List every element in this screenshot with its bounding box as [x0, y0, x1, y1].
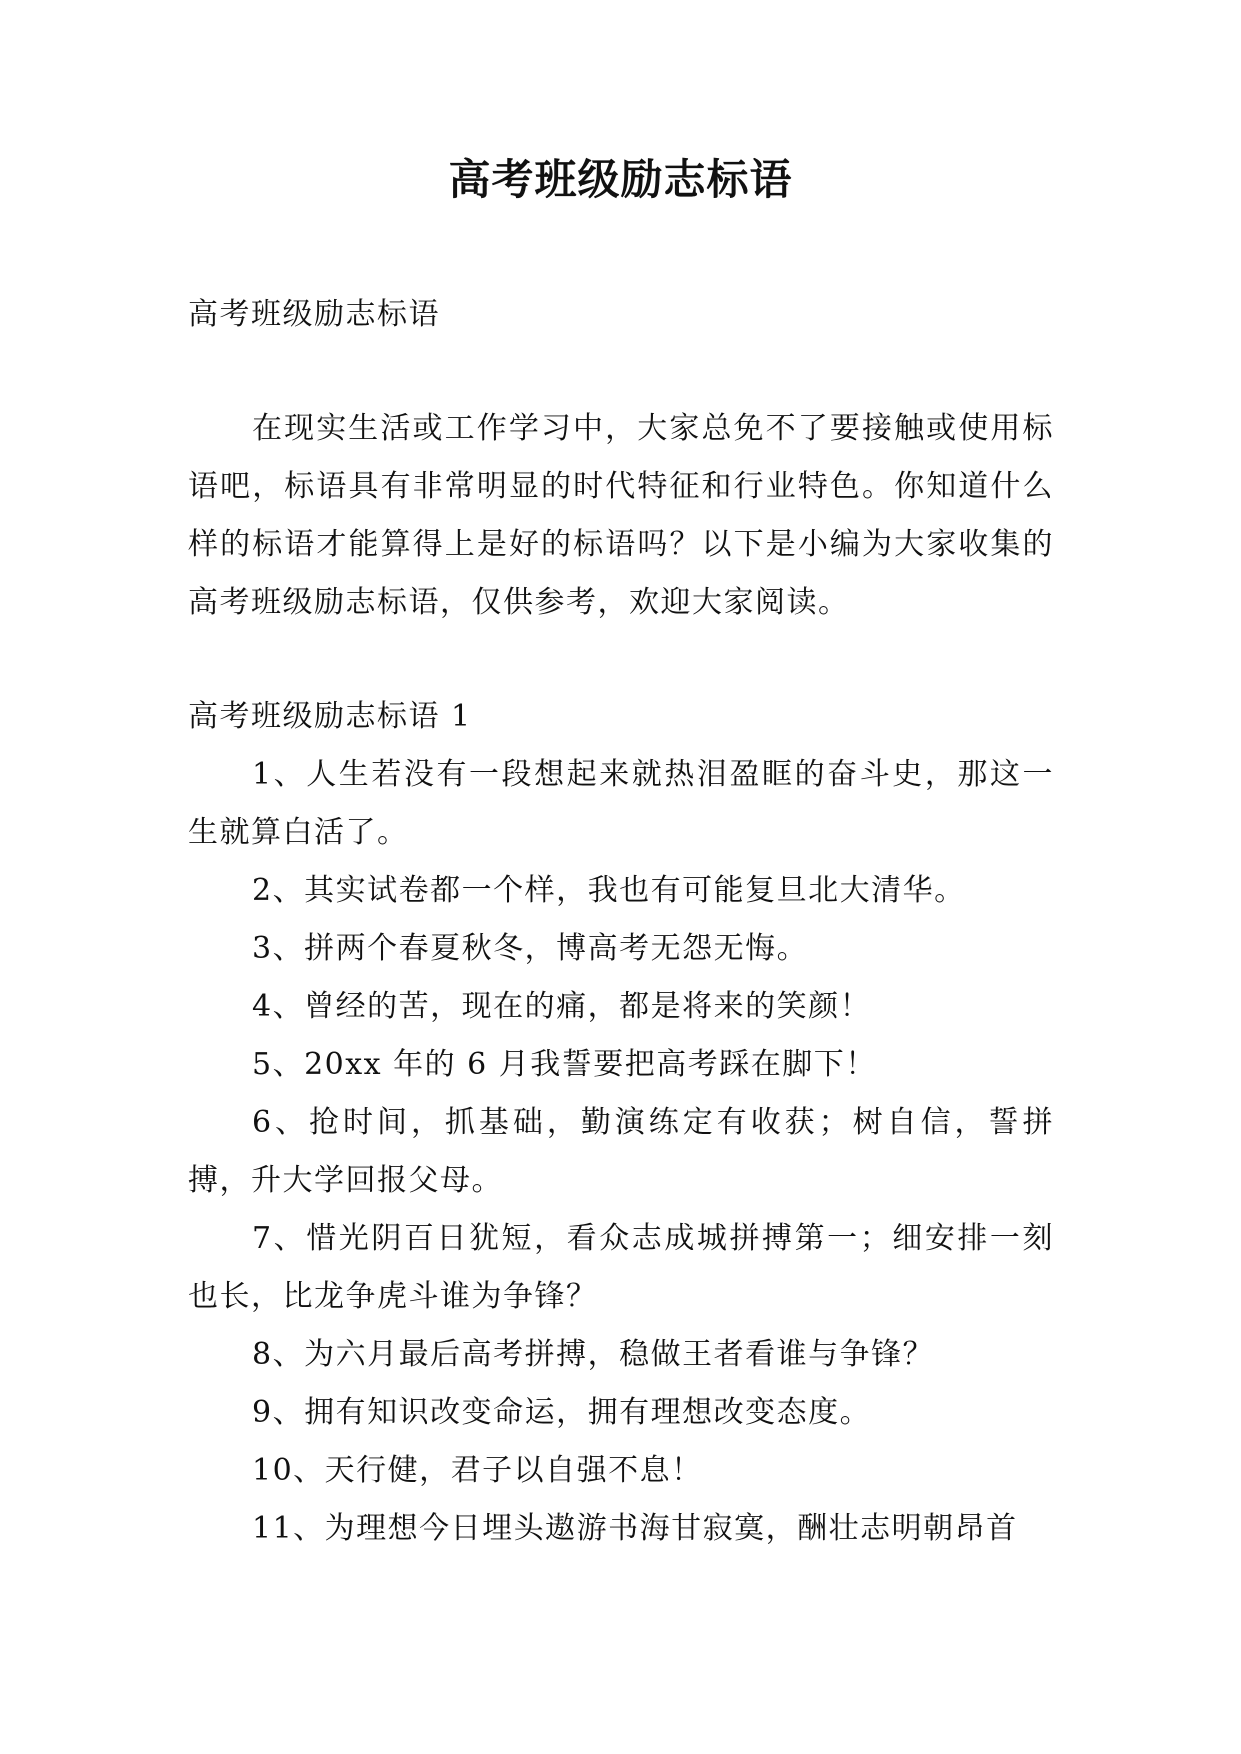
slogan-item: 11、为理想今日埋头遨游书海甘寂寞，酬壮志明朝昂首	[252, 1511, 1018, 1546]
document-title: 高考班级励志标语	[448, 155, 793, 204]
slogan-item: 5、20xx 年的 6 月我誓要把高考踩在脚下！	[252, 1047, 877, 1082]
slogan-item: 4、曾经的苦，现在的痛，都是将来的笑颜！	[252, 989, 872, 1024]
slogan-item: 6、抢时间，抓基础，勤演练定有收获；树自信，誓拼搏，升大学回报父母。	[188, 1105, 1054, 1198]
slogan-list	[188, 746, 1054, 1558]
document-subtitle: 高考班级励志标语	[188, 297, 440, 332]
slogan-item: 7、惜光阴百日犹短，看众志成城拼搏第一；细安排一刻也长，比龙争虎斗谁为争锋？	[188, 1221, 1054, 1314]
section-heading: 高考班级励志标语 1	[188, 699, 472, 734]
slogan-item: 3、拼两个春夏秋冬，博高考无怨无悔。	[252, 931, 809, 966]
slogan-item: 9、拥有知识改变命运，拥有理想改变态度。	[252, 1395, 872, 1430]
slogan-item: 10、天行健，君子以自强不息！	[252, 1453, 703, 1488]
slogan-item: 2、其实试卷都一个样，我也有可能复旦北大清华。	[252, 873, 966, 908]
document-body	[188, 286, 1054, 1558]
slogan-item: 1、人生若没有一段想起来就热泪盈眶的奋斗史，那这一生就算白活了。	[188, 757, 1054, 850]
slogan-item: 8、为六月最后高考拼搏，稳做王者看谁与争锋？	[252, 1337, 935, 1372]
intro-paragraph: 在现实生活或工作学习中，大家总免不了要接触或使用标语吧，标语具有非常明显的时代特征和行业特色。你知道什么样的标语才能算得上是好的标语吗？以下是小编为大家收集的高考班级励志标语，仅供参考，欢迎大家阅读。	[188, 411, 1054, 620]
